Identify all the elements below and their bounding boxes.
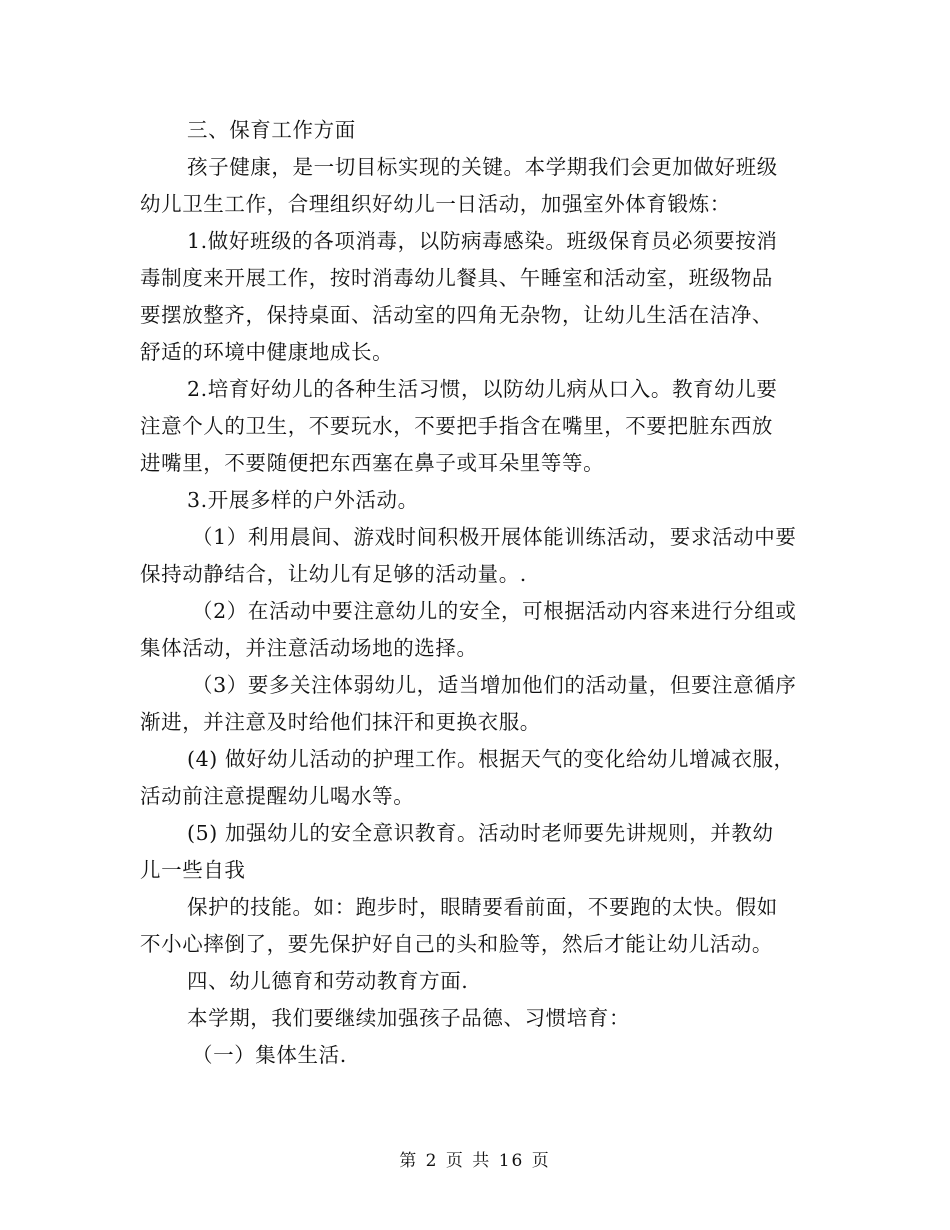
- subsection-heading-collective-life: （一）集体生活.: [192, 1043, 347, 1067]
- paragraph-line: 孩子健康，是一切目标实现的关键。本学期我们会更加做好班级: [187, 155, 778, 179]
- list-item-1-line: 1.做好班级的各项消毒，以防病毒感染。班级保育员必须要按消: [187, 229, 778, 253]
- list-item-1-line: 舒适的环境中健康地成长。: [140, 340, 394, 364]
- list-item-2-line: 进嘴里，不要随便把东西塞在鼻子或耳朵里等等。: [140, 451, 605, 475]
- sub-item-1-line: （1）利用晨间、游戏时间积极开展体能训练活动，要求活动中要: [192, 525, 797, 549]
- section-heading-moral-labor: 四、幼儿德育和劳动教育方面.: [187, 969, 469, 993]
- sub-item-3-line: （3）要多关注体弱幼儿，适当增加他们的活动量，但要注意循序: [192, 673, 797, 697]
- paragraph-line: 不小心摔倒了，要先保护好自己的头和脸等，然后才能让幼儿活动。: [140, 932, 773, 956]
- sub-item-5-line: (5) 加强幼儿的安全意识教育。活动时老师要先讲规则，并教幼: [187, 821, 774, 845]
- paragraph-line: 本学期，我们要继续加强孩子品德、习惯培育：: [187, 1006, 631, 1030]
- sub-item-3-line: 渐进，并注意及时给他们抹汗和更换衣服。: [140, 710, 541, 734]
- sub-item-1-line: 保持动静结合，让幼儿有足够的活动量。.: [140, 562, 527, 586]
- paragraph-line: 保护的技能。如：跑步时，眼睛要看前面，不要跑的太快。假如: [187, 895, 778, 919]
- list-item-1-line: 要摆放整齐，保持桌面、活动室的四角无杂物，让幼儿生活在洁净、: [140, 303, 773, 327]
- page-footer: 第 2 页 共 16 页: [399, 1151, 551, 1171]
- paragraph-line: 幼儿卫生工作，合理组织好幼儿一日活动，加强室外体育锻炼：: [140, 192, 731, 216]
- sub-item-4-line: 活动前注意提醒幼儿喝水等。: [140, 784, 415, 808]
- sub-item-2-line: 集体活动，并注意活动场地的选择。: [140, 636, 478, 660]
- sub-item-5-line: 儿一些自我: [140, 858, 246, 882]
- list-item-3-line: 3.开展多样的户外活动。: [187, 488, 419, 512]
- list-item-2-line: 注意个人的卫生，不要玩水，不要把手指含在嘴里，不要把脏东西放: [140, 414, 773, 438]
- document-body: [140, 112, 808, 1074]
- section-heading-nursing: 三、保育工作方面: [187, 118, 356, 142]
- sub-item-4-line: (4) 做好幼儿活动的护理工作。根据天气的变化给幼儿增减衣服，: [187, 747, 795, 771]
- sub-item-2-line: （2）在活动中要注意幼儿的安全，可根据活动内容来进行分组或: [192, 599, 797, 623]
- list-item-2-line: 2.培育好幼儿的各种生活习惯，以防幼儿病从口入。教育幼儿要: [187, 377, 778, 401]
- list-item-1-line: 毒制度来开展工作，按时消毒幼儿餐具、午睡室和活动室，班级物品: [140, 266, 773, 290]
